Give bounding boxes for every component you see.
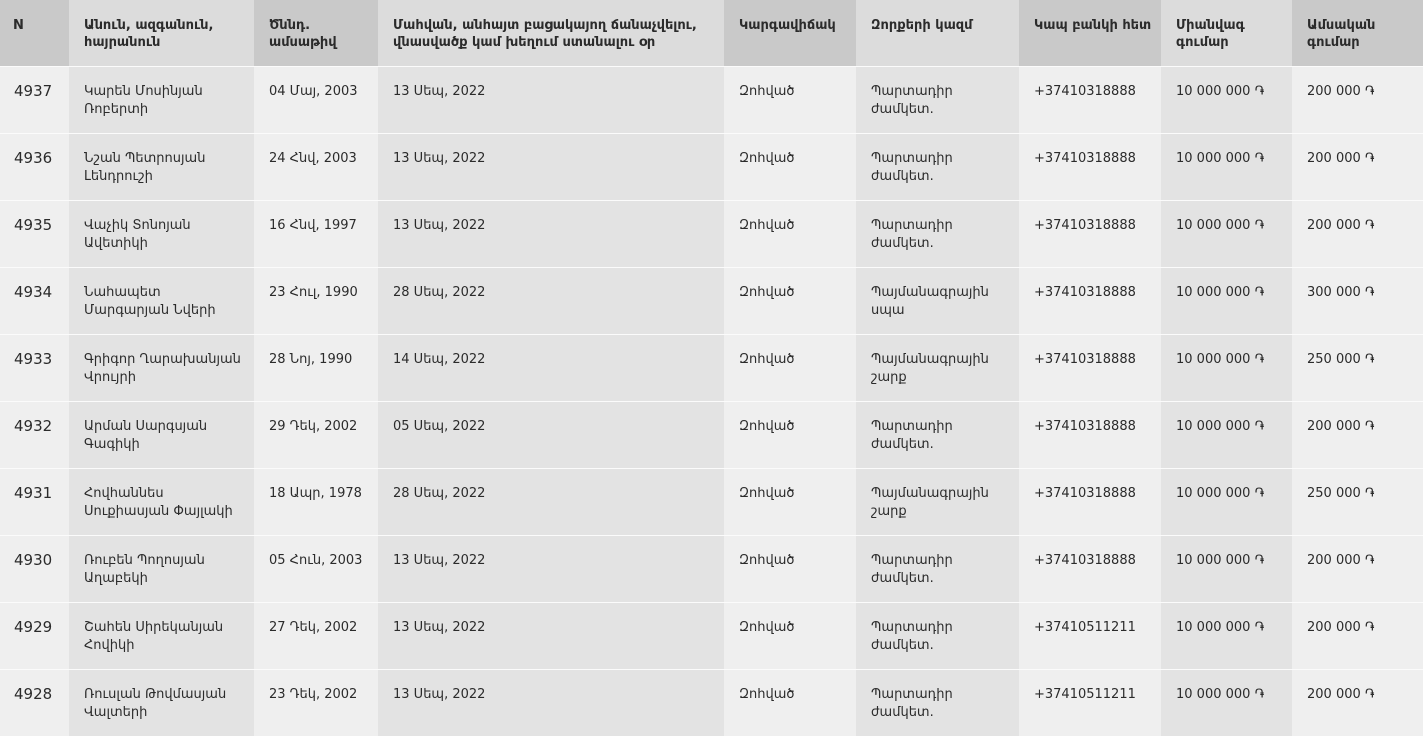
cell-monthly-sum: 300 000 ֏	[1292, 267, 1423, 334]
cell-bank-contact: +37410318888	[1019, 200, 1161, 267]
cell-lump-sum: 10 000 000 ֏	[1161, 334, 1292, 401]
cell-full-name: Նշան Պետրոսյան Լենդրուշի	[69, 133, 254, 200]
header-row	[0, 0, 1423, 66]
cell-troop-type: Պարտադիր ժամկետ.	[856, 133, 1019, 200]
cell-birth-date: 27 Դեկ, 2002	[254, 602, 378, 669]
cell-full-name: Նահապետ Մարգարյան Նվերի	[69, 267, 254, 334]
cell-troop-type: Պարտադիր ժամկետ.	[856, 669, 1019, 736]
column-header-monthly-sum: Ամսական գումար	[1292, 0, 1423, 66]
cell-incident-date: 13 Սեպ, 2022	[378, 602, 724, 669]
cell-monthly-sum: 250 000 ֏	[1292, 468, 1423, 535]
cell-row-number: 4929	[0, 602, 69, 669]
cell-troop-type: Պարտադիր ժամկետ.	[856, 602, 1019, 669]
cell-bank-contact: +37410318888	[1019, 133, 1161, 200]
table-row	[0, 200, 1423, 267]
cell-status: Զոհված	[724, 535, 856, 602]
column-header-incident-date: Մահվան, անհայտ բացակայող ճանաչվելու, վնասվածք կամ խեղում ստանալու օր	[378, 0, 724, 66]
table-row	[0, 334, 1423, 401]
column-header-bank-contact: Կապ բանկի հետ	[1019, 0, 1161, 66]
cell-full-name: Կարեն Մոսինյան Ռոբերտի	[69, 66, 254, 133]
cell-troop-type: Պայմանագրային շարք	[856, 334, 1019, 401]
cell-incident-date: 28 Սեպ, 2022	[378, 468, 724, 535]
table-row	[0, 602, 1423, 669]
cell-birth-date: 29 Դեկ, 2002	[254, 401, 378, 468]
cell-status: Զոհված	[724, 334, 856, 401]
cell-row-number: 4933	[0, 334, 69, 401]
cell-bank-contact: +37410511211	[1019, 669, 1161, 736]
cell-full-name: Շահեն Սիրեկանյան Հովիկի	[69, 602, 254, 669]
cell-bank-contact: +37410318888	[1019, 334, 1161, 401]
cell-lump-sum: 10 000 000 ֏	[1161, 267, 1292, 334]
cell-monthly-sum: 200 000 ֏	[1292, 535, 1423, 602]
cell-lump-sum: 10 000 000 ֏	[1161, 133, 1292, 200]
table-row	[0, 468, 1423, 535]
cell-status: Զոհված	[724, 267, 856, 334]
cell-lump-sum: 10 000 000 ֏	[1161, 401, 1292, 468]
cell-monthly-sum: 200 000 ֏	[1292, 200, 1423, 267]
cell-bank-contact: +37410318888	[1019, 267, 1161, 334]
cell-status: Զոհված	[724, 468, 856, 535]
cell-bank-contact: +37410318888	[1019, 401, 1161, 468]
table-row	[0, 401, 1423, 468]
cell-incident-date: 14 Սեպ, 2022	[378, 334, 724, 401]
cell-full-name: Վաչիկ Տոնոյան Ավետիկի	[69, 200, 254, 267]
table-body	[0, 66, 1423, 736]
cell-lump-sum: 10 000 000 ֏	[1161, 602, 1292, 669]
cell-incident-date: 13 Սեպ, 2022	[378, 200, 724, 267]
cell-lump-sum: 10 000 000 ֏	[1161, 669, 1292, 736]
cell-row-number: 4937	[0, 66, 69, 133]
cell-monthly-sum: 200 000 ֏	[1292, 401, 1423, 468]
cell-row-number: 4934	[0, 267, 69, 334]
cell-birth-date: 05 Հուն, 2003	[254, 535, 378, 602]
cell-birth-date: 28 Նոյ, 1990	[254, 334, 378, 401]
table-row	[0, 66, 1423, 133]
cell-bank-contact: +37410318888	[1019, 66, 1161, 133]
cell-bank-contact: +37410318888	[1019, 468, 1161, 535]
cell-troop-type: Պարտադիր ժամկետ.	[856, 535, 1019, 602]
cell-status: Զոհված	[724, 133, 856, 200]
cell-incident-date: 13 Սեպ, 2022	[378, 535, 724, 602]
cell-status: Զոհված	[724, 669, 856, 736]
column-header-lump-sum: Միանվագ գումար	[1161, 0, 1292, 66]
cell-troop-type: Պարտադիր ժամկետ.	[856, 200, 1019, 267]
cell-monthly-sum: 200 000 ֏	[1292, 669, 1423, 736]
cell-birth-date: 24 Հնվ, 2003	[254, 133, 378, 200]
cell-monthly-sum: 200 000 ֏	[1292, 133, 1423, 200]
cell-bank-contact: +37410511211	[1019, 602, 1161, 669]
cell-birth-date: 18 Ապր, 1978	[254, 468, 378, 535]
cell-incident-date: 05 Սեպ, 2022	[378, 401, 724, 468]
cell-full-name: Գրիգոր Ղարախանյան Վրույրի	[69, 334, 254, 401]
cell-troop-type: Պայմանագրային սպա	[856, 267, 1019, 334]
cell-row-number: 4935	[0, 200, 69, 267]
cell-monthly-sum: 250 000 ֏	[1292, 334, 1423, 401]
table-row	[0, 133, 1423, 200]
cell-lump-sum: 10 000 000 ֏	[1161, 535, 1292, 602]
cell-bank-contact: +37410318888	[1019, 535, 1161, 602]
column-header-birth-date: Ծննդ. ամսաթիվ	[254, 0, 378, 66]
cell-status: Զոհված	[724, 200, 856, 267]
cell-full-name: Արման Սարգսյան Գագիկի	[69, 401, 254, 468]
cell-status: Զոհված	[724, 602, 856, 669]
column-header-troop-type: Զորքերի կազմ	[856, 0, 1019, 66]
cell-birth-date: 04 Մայ, 2003	[254, 66, 378, 133]
cell-monthly-sum: 200 000 ֏	[1292, 66, 1423, 133]
table-row	[0, 669, 1423, 736]
cell-troop-type: Պարտադիր ժամկետ.	[856, 66, 1019, 133]
cell-row-number: 4930	[0, 535, 69, 602]
cell-status: Զոհված	[724, 401, 856, 468]
cell-full-name: Հովհաննես Սուքիասյան Փայլակի	[69, 468, 254, 535]
cell-incident-date: 13 Սեպ, 2022	[378, 669, 724, 736]
cell-birth-date: 23 Դեկ, 2002	[254, 669, 378, 736]
table-row	[0, 267, 1423, 334]
cell-status: Զոհված	[724, 66, 856, 133]
column-header-number: N	[0, 0, 69, 66]
cell-incident-date: 13 Սեպ, 2022	[378, 66, 724, 133]
cell-birth-date: 23 Հուլ, 1990	[254, 267, 378, 334]
cell-row-number: 4936	[0, 133, 69, 200]
cell-troop-type: Պարտադիր ժամկետ.	[856, 401, 1019, 468]
column-header-full-name: Անուն, ազգանուն, հայրանուն	[69, 0, 254, 66]
cell-row-number: 4928	[0, 669, 69, 736]
cell-lump-sum: 10 000 000 ֏	[1161, 200, 1292, 267]
cell-full-name: Ռուբեն Պողոսյան Աղաբեկի	[69, 535, 254, 602]
cell-row-number: 4931	[0, 468, 69, 535]
cell-lump-sum: 10 000 000 ֏	[1161, 468, 1292, 535]
table-header	[0, 0, 1423, 66]
column-header-status: Կարգավիճակ	[724, 0, 856, 66]
cell-troop-type: Պայմանագրային շարք	[856, 468, 1019, 535]
cell-full-name: Ռուսլան Թովմասյան Վալտերի	[69, 669, 254, 736]
cell-birth-date: 16 Հնվ, 1997	[254, 200, 378, 267]
cell-incident-date: 28 Սեպ, 2022	[378, 267, 724, 334]
cell-incident-date: 13 Սեպ, 2022	[378, 133, 724, 200]
cell-row-number: 4932	[0, 401, 69, 468]
cell-lump-sum: 10 000 000 ֏	[1161, 66, 1292, 133]
table-row	[0, 535, 1423, 602]
cell-monthly-sum: 200 000 ֏	[1292, 602, 1423, 669]
